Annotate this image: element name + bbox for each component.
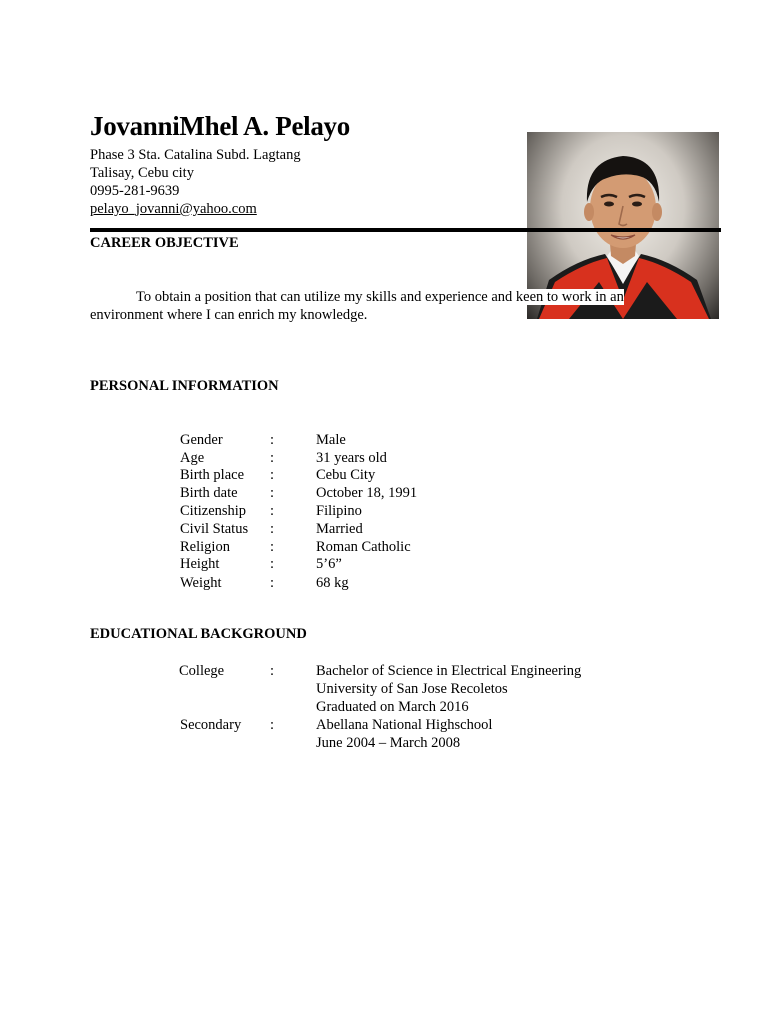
info-row-religion bbox=[0, 538, 768, 556]
info-value: Married bbox=[316, 521, 363, 537]
info-row-weight bbox=[0, 574, 768, 592]
info-value: Cebu City bbox=[316, 467, 376, 483]
info-value: 68 kg bbox=[316, 575, 349, 591]
info-row-gender bbox=[0, 431, 768, 449]
address-line-1: Phase 3 Sta. Catalina Subd. Lagtang bbox=[90, 147, 301, 163]
info-colon: : bbox=[270, 539, 275, 555]
contact-block bbox=[90, 146, 301, 218]
education-school: Abellana National Highschool bbox=[316, 717, 493, 733]
career-objective-text bbox=[90, 288, 650, 324]
info-colon: : bbox=[270, 450, 275, 466]
info-colon: : bbox=[270, 521, 275, 537]
info-label: Religion bbox=[180, 539, 230, 555]
info-colon: : bbox=[270, 503, 275, 519]
education-details bbox=[316, 662, 581, 716]
info-row-birth-place bbox=[0, 466, 768, 484]
info-value: Roman Catholic bbox=[316, 539, 411, 555]
header-divider bbox=[90, 228, 721, 232]
education-degree: Bachelor of Science in Electrical Engineering bbox=[316, 663, 582, 679]
career-objective-heading: CAREER OBJECTIVE bbox=[90, 235, 239, 251]
education-level-label: Secondary bbox=[180, 717, 242, 733]
education-level-label: College bbox=[179, 663, 225, 679]
info-colon: : bbox=[270, 556, 275, 572]
info-label: Civil Status bbox=[180, 521, 249, 537]
info-row-birth-date bbox=[0, 484, 768, 502]
applicant-name: JovanniMhel A. Pelayo bbox=[90, 111, 350, 141]
info-label: Citizenship bbox=[180, 503, 247, 519]
info-value: October 18, 1991 bbox=[316, 485, 418, 501]
info-row-age bbox=[0, 449, 768, 467]
info-value: 5’6” bbox=[316, 556, 342, 572]
education-colon: : bbox=[270, 717, 275, 733]
phone-number: 0995-281-9639 bbox=[90, 183, 180, 199]
info-label: Weight bbox=[180, 575, 222, 591]
career-objective-body: To obtain a position that can utilize my skills and experience and keen to work in an environment where I can enrich my knowledge. bbox=[90, 289, 624, 323]
education-colon: : bbox=[270, 663, 275, 679]
education-date: June 2004 – March 2008 bbox=[316, 735, 461, 751]
education-date: Graduated on March 2016 bbox=[316, 699, 469, 715]
info-label: Gender bbox=[180, 432, 223, 448]
educational-background-heading: EDUCATIONAL BACKGROUND bbox=[90, 626, 307, 642]
info-value: 31 years old bbox=[316, 450, 387, 466]
education-entry-secondary bbox=[0, 716, 768, 752]
email-link[interactable]: pelayo_jovanni@yahoo.com bbox=[90, 201, 257, 217]
info-value: Male bbox=[316, 432, 346, 448]
info-value: Filipino bbox=[316, 503, 362, 519]
education-school: University of San Jose Recoletos bbox=[316, 681, 508, 697]
info-row-height bbox=[0, 555, 768, 573]
info-colon: : bbox=[270, 432, 275, 448]
info-label: Birth date bbox=[180, 485, 238, 501]
info-label: Birth place bbox=[180, 467, 245, 483]
info-colon: : bbox=[270, 467, 275, 483]
info-label: Height bbox=[180, 556, 220, 572]
info-colon: : bbox=[270, 485, 275, 501]
education-entry-college bbox=[0, 662, 768, 716]
info-label: Age bbox=[180, 450, 205, 466]
info-row-civil-status bbox=[0, 520, 768, 538]
address-line-2: Talisay, Cebu city bbox=[90, 165, 194, 181]
info-row-citizenship bbox=[0, 502, 768, 520]
info-colon: : bbox=[270, 575, 275, 591]
education-details bbox=[316, 716, 492, 752]
personal-information-heading: PERSONAL INFORMATION bbox=[90, 378, 279, 394]
